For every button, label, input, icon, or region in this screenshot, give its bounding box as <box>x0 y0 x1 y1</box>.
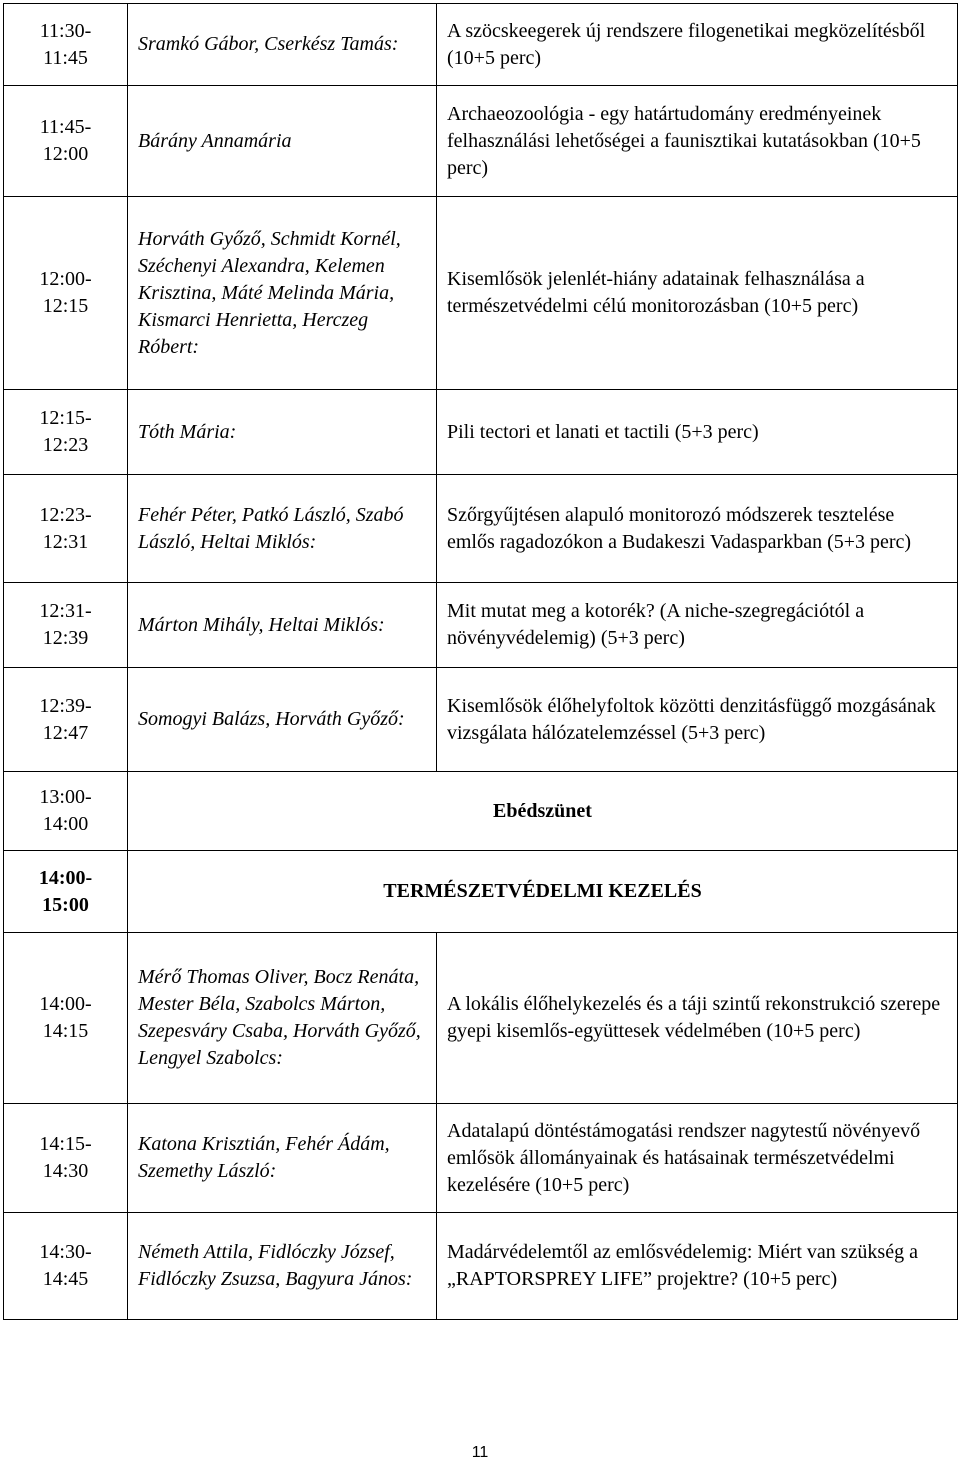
author-cell: Fehér Péter, Patkó László, Szabó László, Heltai Miklós: <box>128 475 437 583</box>
schedule-table <box>3 3 958 1320</box>
section-cell: Ebédszünet <box>128 772 958 851</box>
table-row <box>4 1213 958 1320</box>
title-cell: A lokális élőhelykezelés és a táji szintű rekonstrukció szerepe gyepi kisemlős-együttesek védelmében (10+5 perc) <box>437 933 958 1104</box>
author-cell: Mérő Thomas Oliver, Bocz Renáta, Mester Béla, Szabolcs Márton, Szepesváry Csaba, Horváth Győző, Lengyel Szabolcs: <box>128 933 437 1104</box>
title-cell: Adatalapú döntéstámogatási rendszer nagytestű növényevő emlősök állományainak és hatásainak természetvédelmi kezelésére (10+5 perc) <box>437 1104 958 1213</box>
author-cell: Bárány Annamária <box>128 86 437 197</box>
title-cell: Madárvédelemtől az emlősvédelemig: Miért van szükség a „RAPTORSPREY LIFE” projektre? (10+5 perc) <box>437 1213 958 1320</box>
table-row <box>4 390 958 475</box>
author-cell: Horváth Győző, Schmidt Kornél, Széchenyi Alexandra, Kelemen Krisztina, Máté Melinda Mária, Kismarci Henrietta, Herczeg Róbert: <box>128 197 437 390</box>
time-cell: 14:15- 14:30 <box>4 1104 128 1213</box>
time-cell: 12:00- 12:15 <box>4 197 128 390</box>
table-row <box>4 851 958 933</box>
title-cell: Szőrgyűjtésen alapuló monitorozó módszerek tesztelése emlős ragadozókon a Budakeszi Vadasparkban (5+3 perc) <box>437 475 958 583</box>
time-cell: 14:00- 15:00 <box>4 851 128 933</box>
title-cell: Mit mutat meg a kotorék? (A niche-szegregációtól a növényvédelemig) (5+3 perc) <box>437 583 958 668</box>
author-cell: Katona Krisztián, Fehér Ádám, Szemethy László: <box>128 1104 437 1213</box>
time-cell: 11:45- 12:00 <box>4 86 128 197</box>
table-row <box>4 86 958 197</box>
title-cell: Kisemlősök élőhelyfoltok közötti denzitásfüggő mozgásának vizsgálata hálózatelemzéssel (5+3 perc) <box>437 668 958 772</box>
table-row <box>4 197 958 390</box>
time-cell: 12:23- 12:31 <box>4 475 128 583</box>
time-cell: 11:30- 11:45 <box>4 4 128 86</box>
time-cell: 14:00- 14:15 <box>4 933 128 1104</box>
author-cell: Sramkó Gábor, Cserkész Tamás: <box>128 4 437 86</box>
table-row <box>4 4 958 86</box>
author-cell: Somogyi Balázs, Horváth Győző: <box>128 668 437 772</box>
table-row <box>4 1104 958 1213</box>
section-cell: TERMÉSZETVÉDELMI KEZELÉS <box>128 851 958 933</box>
time-cell: 12:15- 12:23 <box>4 390 128 475</box>
title-cell: Kisemlősök jelenlét-hiány adatainak felhasználása a természetvédelmi célú monitorozásban (10+5 perc) <box>437 197 958 390</box>
time-cell: 12:31- 12:39 <box>4 583 128 668</box>
time-cell: 12:39- 12:47 <box>4 668 128 772</box>
time-cell: 14:30- 14:45 <box>4 1213 128 1320</box>
table-row <box>4 772 958 851</box>
table-row <box>4 668 958 772</box>
table-row <box>4 933 958 1104</box>
table-row <box>4 475 958 583</box>
time-cell: 13:00- 14:00 <box>4 772 128 851</box>
author-cell: Németh Attila, Fidlóczky József, Fidlóczky Zsuzsa, Bagyura János: <box>128 1213 437 1320</box>
page-number: 11 <box>471 1444 489 1461</box>
title-cell: A szöcskeegerek új rendszere filogenetikai megközelítésből (10+5 perc) <box>437 4 958 86</box>
title-cell: Archaeozoológia - egy határtudomány eredményeinek felhasználási lehetőségei a faunisztikai kutatásokban (10+5 perc) <box>437 86 958 197</box>
title-cell: Pili tectori et lanati et tactili (5+3 perc) <box>437 390 958 475</box>
author-cell: Márton Mihály, Heltai Miklós: <box>128 583 437 668</box>
author-cell: Tóth Mária: <box>128 390 437 475</box>
table-row <box>4 583 958 668</box>
